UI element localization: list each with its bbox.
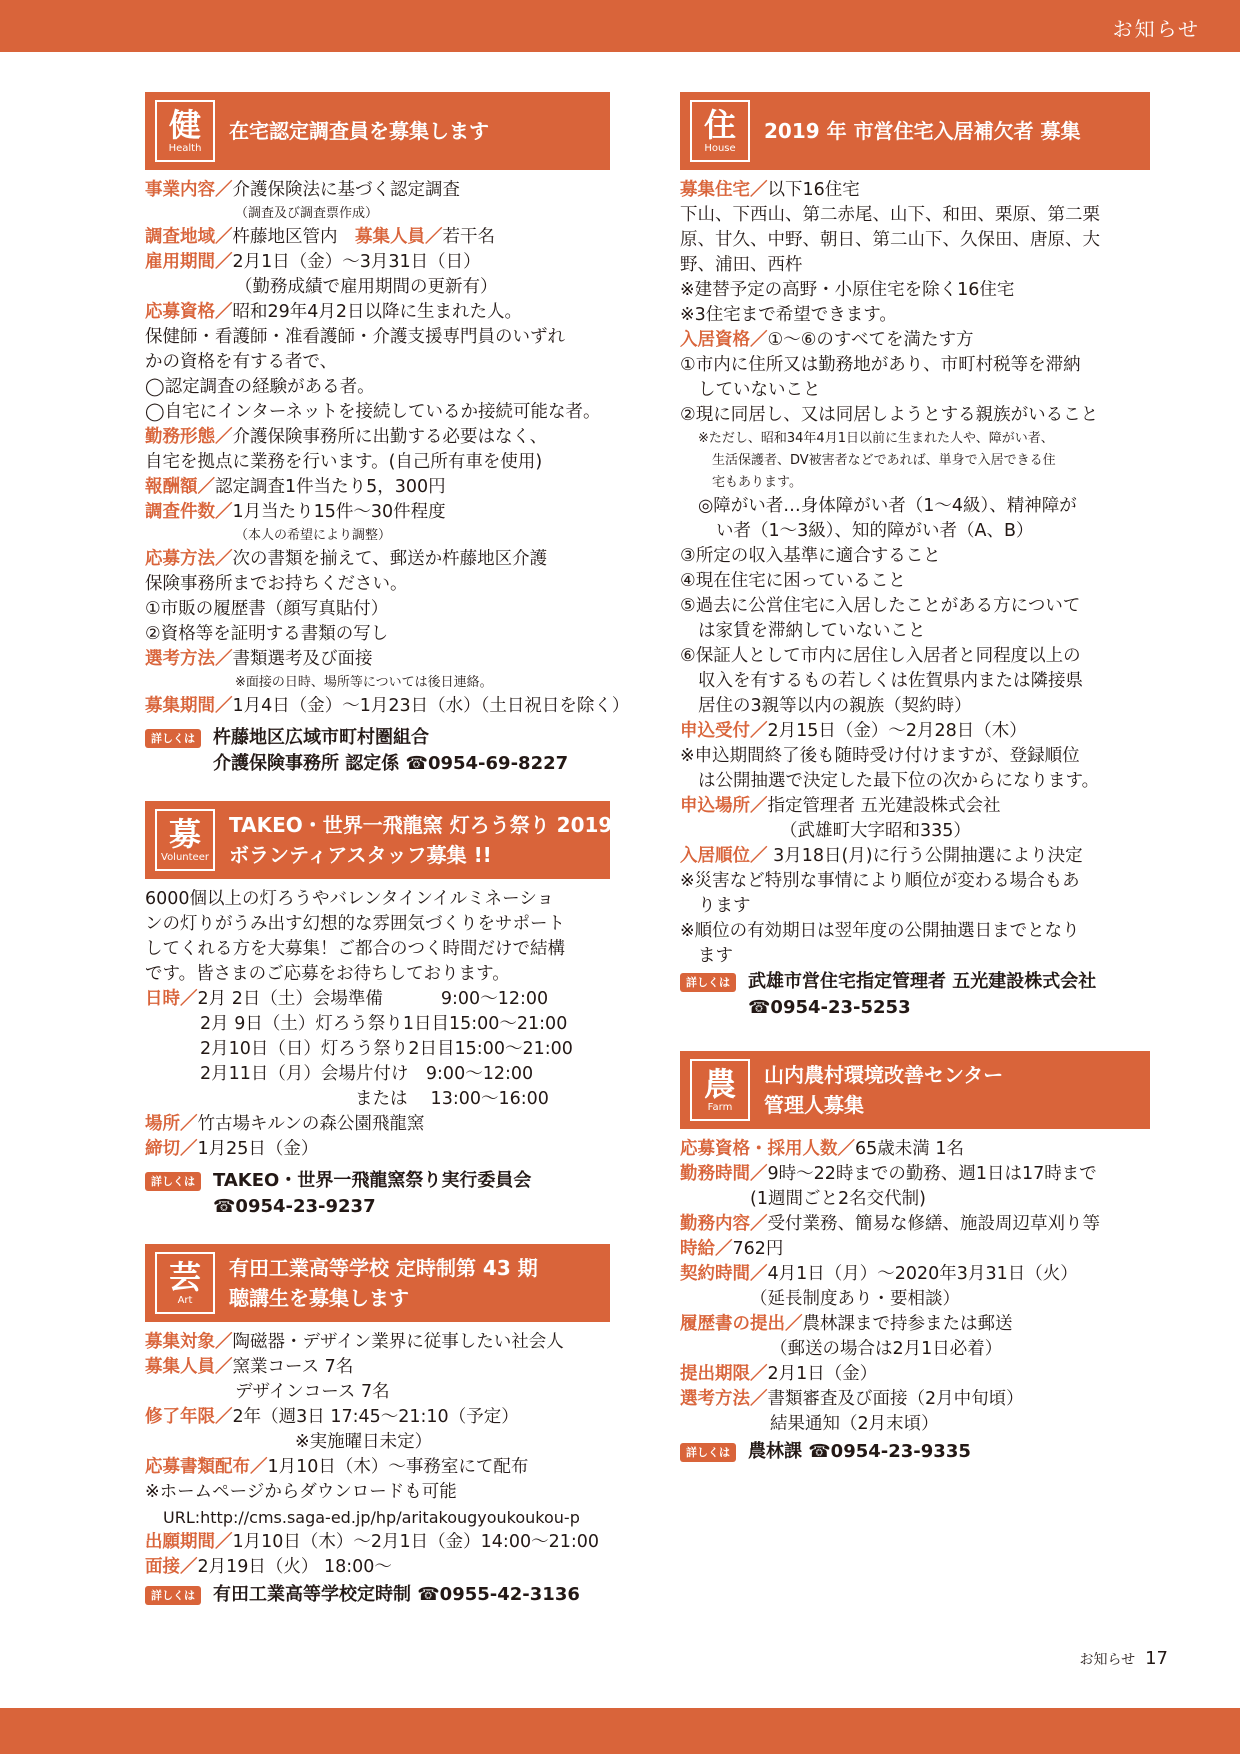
badge-english: Farm [707,1102,733,1113]
section-title [229,1253,538,1313]
category-badge [155,809,215,871]
contact-chip: 詳しくは [145,1586,201,1605]
badge-kanji: 健 [168,106,201,144]
item-label: 雇用期間／ [145,252,233,272]
item-text: 書類選考及び面接 [232,649,373,669]
body-line: ②現に同居し、又は同居しようとする親族がいること [680,405,1099,425]
footer-bar [0,1708,1240,1754]
body-line: （郵送の場合は2月1日必着） [770,1339,1003,1359]
body-line: ※ホームページからダウンロードも可能 [145,1482,457,1502]
item-label: 募集対象／ [145,1332,233,1352]
body-line: い者（1～3級）、知的障がい者（A、B） [716,521,1034,541]
body-line: ③所定の収入基準に適合すること [680,546,941,566]
body-line [680,1212,1150,1237]
item-label: 場所／ [145,1114,198,1134]
body-line: ※面接の日時、場所等については後日連絡。 [235,675,493,690]
section-title-line: 2019 年 市営住宅入居補欠者 募集 [764,119,1081,143]
item-label: 応募書類配布／ [145,1457,268,1477]
body-line: ①市販の履歴書（顔写真貼付） [145,599,389,619]
contact-line: 武雄市営住宅指定管理者 五光建設株式会社 [748,971,1097,992]
body-line [145,1405,610,1430]
item-text: 受付業務、簡易な修繕、施設周辺草刈り等 [767,1214,1100,1234]
section-title-line: 有田工業高等学校 定時制第 43 期 [229,1256,538,1280]
badge-kanji: 農 [703,1065,736,1103]
contact-line: 有田工業高等学校定時制 ☎0955-42-3136 [213,1584,580,1605]
body-line: ⑤過去に公営住宅に入居したことがある方について [680,596,1081,616]
body-line [680,1237,1150,1262]
section-title-line: 聴講生を募集します [229,1286,409,1310]
contact-chip: 詳しくは [145,729,201,748]
body-line: は公開抽選で決定した最下位の次からになります。 [698,771,1100,791]
body-line: ります [698,896,751,916]
item-label: 応募資格／ [145,302,233,322]
body-line [145,547,610,572]
section-title-line: 管理人募集 [764,1093,864,1117]
item-label: 日時／ [145,989,198,1009]
body-line: ※順位の有効期日は翌年度の公開抽選日までとなり [680,921,1080,941]
item-text: 指定管理者 五光建設株式会社 [767,796,1001,816]
item-text: 1月10日（木）～2月1日（金）14:00～21:00 [232,1532,600,1552]
contact-block [145,725,610,777]
section-banner [145,1244,610,1322]
item-label: 募集期間／ [145,696,233,716]
body-line: 6000個以上の灯ろうやバレンタインイルミネーショ [145,889,554,909]
item-label: 出願期間／ [145,1532,233,1552]
item-text: 次の書類を揃えて、郵送か杵藤地区介護 [232,549,548,569]
item-label: 履歴書の提出／ [680,1314,803,1334]
item-label: 勤務形態／ [145,427,233,447]
body-line [145,300,610,325]
section-health [145,92,630,777]
item-label: 提出期限／ [680,1364,768,1384]
body-line [145,647,610,672]
body-line: （本人の希望により調整） [235,528,392,543]
body-line: ①市内に住所又は勤務地があり、市町村税等を滞納 [680,355,1081,375]
item-text: 2年（週3日 17:45～21:10（予定） [232,1407,519,1427]
contact-chip: 詳しくは [145,1172,201,1191]
section-body [145,178,630,719]
body-line: または 13:00～16:00 [355,1089,549,1109]
item-label: 入居順位／ [680,846,768,866]
body-line [680,328,1150,353]
body-line: ⑥保証人として市内に居住し入居者と同程度以上の [680,646,1081,666]
item-label: 選考方法／ [145,649,233,669]
body-line: （延長制度あり・要相談） [750,1289,960,1309]
section-title-line: TAKEO・世界一飛龍窯 灯ろう祭り 2019 [229,813,613,837]
right-column [680,92,1150,1489]
body-line: ◯自宅にインターネットを接続しているか接続可能な者。 [145,402,601,422]
item-text: 介護保険法に基づく認定調査 [232,180,460,200]
section-art [145,1244,610,1608]
item-text: 1月25日（金） [197,1139,319,1159]
footer-label: お知らせ [1079,1652,1136,1668]
item-text: 若干名 [442,227,495,247]
badge-kanji: 募 [168,815,201,853]
body-line: していないこと [698,380,821,400]
section-banner [680,92,1150,170]
page-number: 17 [1145,1648,1168,1669]
section-title [229,810,612,870]
badge-english: House [704,143,736,154]
body-line [145,1112,610,1137]
body-line [145,425,610,450]
body-line [680,1312,1150,1337]
item-label: 調査件数／ [145,502,233,522]
badge-english: Health [168,143,202,154]
body-line [680,178,1150,203]
body-line: ※ただし、昭和34年4月1日以前に生まれた人や、障がい者、 [698,431,1054,446]
item-label: 申込受付／ [680,721,768,741]
item-label: 応募資格・採用人数／ [680,1139,855,1159]
contact-line: ☎0954-23-5253 [748,997,911,1018]
section-farm [680,1051,1150,1465]
item-text: 4月1日（月）～2020年3月31日（火） [767,1264,1078,1284]
section-body [145,887,610,1162]
body-line: ◯認定調査の経験がある者。 [145,377,375,397]
page-footer [1080,1648,1169,1669]
contact-block [680,969,1150,1021]
item-text: 書類審査及び面接（2月中旬頃） [767,1389,1024,1409]
item-text: 竹古場キルンの森公園飛龍窯 [197,1114,425,1134]
section-body [145,1330,610,1580]
body-line: 宅もあります。 [712,475,802,490]
body-line: ※災害など特別な事情により順位が変わる場合もあ [680,871,1080,891]
body-line: ※申込期間終了後も随時受け付けますが、登録順位 [680,746,1080,766]
body-line: かの資格を有する者で、 [145,352,338,372]
contact-line: TAKEO・世界一飛龍窯祭り実行委員会 [213,1170,532,1191]
item-text: 認定調査1件当たり5，300円 [215,477,446,497]
body-line: 2月 9日（土）灯ろう祭り1日目15:00～21:00 [200,1014,568,1034]
item-text: 1月4日（金）～1月23日（水）（土日祝日を除く） [232,696,630,716]
section-title [764,116,1081,146]
item-text: 9時～22時までの勤務、週1日は17時まで [767,1164,1097,1184]
item-label: 面接／ [145,1557,198,1577]
item-label: 募集人員／ [145,1357,233,1377]
contact-block [145,1582,610,1608]
body-line: ンの灯りがうみ出す幻想的な雰囲気づくりをサポート [145,914,565,934]
section-body [680,178,1150,969]
body-line: 2月10日（日）灯ろう祭り2日目15:00～21:00 [200,1039,573,1059]
item-text: 農林課まで持参または郵送 [802,1314,1013,1334]
body-line: （武雄町大字昭和335） [780,821,971,841]
body-line [680,1262,1150,1287]
item-text: 762円 [732,1239,784,1259]
body-line [680,1137,1150,1162]
body-line [145,1455,610,1480]
item-text: 昭和29年4月2日以降に生まれた人。 [232,302,523,322]
body-line [145,987,610,1012]
body-line: 2月11日（月）会場片付け 9:00～12:00 [200,1064,534,1084]
body-line [145,500,610,525]
section-body [680,1137,1150,1437]
item-label: 時給／ [680,1239,733,1259]
left-column [145,92,630,1632]
body-line: 居住の3親等以内の親族（契約時） [698,696,972,716]
body-line: ※3住宅まで希望できます。 [680,305,897,325]
body-line [680,794,1150,819]
item-label: 勤務内容／ [680,1214,768,1234]
body-line [145,1330,610,1355]
badge-english: Art [177,1295,193,1306]
body-line: 下山、下西山、第二赤尾、山下、和田、栗原、第二栗 [680,205,1100,225]
body-line [680,1362,1150,1387]
item-label: 締切／ [145,1139,198,1159]
item-text: 65歳未満 1名 [855,1139,964,1159]
body-line: URL:http://cms.saga-ed.jp/hp/aritakougyoukoukou-p [163,1508,580,1527]
item-label: 募集住宅／ [680,180,768,200]
body-line [145,475,610,500]
body-line: ④現在住宅に困っていること [680,571,906,591]
body-line: ◎障がい者…身体障がい者（1～4級）、精神障が [698,496,1077,516]
body-line: です。皆さまのご応募をお待ちしております。 [145,964,510,984]
item-text: 2月15日（金）～2月28日（木） [767,721,1027,741]
section-title-line: ボランティアスタッフ募集 !! [229,843,492,867]
body-line [680,719,1150,744]
body-line [145,178,610,203]
body-line: してくれる方を大募集！ご都合のつく時間だけで結構 [145,939,565,959]
contact-line: 杵藤地区広域市町村圏組合 [213,727,429,748]
category-badge [690,100,750,162]
item-text: 1月当たり15件～30件程度 [232,502,446,522]
item-text: 2月1日（金）～3月31日（日） [232,252,481,272]
section-banner [680,1051,1150,1129]
category-badge [690,1059,750,1121]
body-line: ※実施曜日未定） [295,1432,433,1452]
item-text: 2月 2日（土）会場準備 9:00～12:00 [197,989,549,1009]
body-line: 自宅を拠点に業務を行います。(自己所有車を使用) [145,452,543,472]
contact-chip: 詳しくは [680,973,736,992]
body-line [680,1387,1150,1412]
badge-kanji: 住 [703,106,736,144]
body-line [680,844,1150,869]
item-label: 報酬額／ [145,477,215,497]
item-text: 陶磁器・デザイン業界に従事したい社会人 [232,1332,564,1352]
item-label: 契約時間／ [680,1264,768,1284]
body-line: ます [698,946,733,966]
body-line [145,225,610,250]
body-line: 収入を有するもの若しくは佐賀県内または隣接県 [698,671,1083,691]
item-label: 勤務時間／ [680,1164,768,1184]
item-label: 入居資格／ [680,330,768,350]
item-text: 窯業コース 7名 [232,1357,354,1377]
section-title [764,1060,1003,1120]
contact-line: 介護保険事務所 認定係 ☎0954-69-8227 [213,753,569,774]
header-label: お知らせ [1112,17,1200,41]
item-label: 応募方法／ [145,549,233,569]
body-line [145,1355,610,1380]
body-line: デザインコース 7名 [235,1382,390,1402]
body-line: （勤務成績で雇用期間の更新有） [235,277,498,297]
body-line: （調査及び調査票作成） [235,206,379,221]
item-text: 以下16住宅 [767,180,860,200]
item-label: 調査地域／ [145,227,233,247]
contact-line: ☎0954-23-9237 [213,1196,376,1217]
body-line: 結果通知（2月末頃） [770,1414,939,1434]
section-house [680,92,1150,1021]
contact-block [680,1439,1150,1465]
item-text: 2月1日（金） [767,1364,878,1384]
body-line [145,1530,610,1555]
body-line: 原、甘久、中野、朝日、第二山下、久保田、唐原、大 [680,230,1100,250]
item-label: 申込場所／ [680,796,768,816]
item-label: 募集人員／ [355,227,443,247]
item-text: 杵藤地区管内 [232,227,355,247]
body-line: (1週間ごと2名交代制) [750,1189,926,1209]
body-line: ※建替予定の高野・小原住宅を除く16住宅 [680,280,1015,300]
body-line: 生活保護者、DV被害者などであれば、単身で入居できる住 [712,453,1056,468]
body-line: は家賃を滞納していないこと [698,621,926,641]
body-line [145,250,610,275]
section-banner [145,801,613,879]
category-badge [155,1252,215,1314]
contact-chip: 詳しくは [680,1443,736,1462]
item-label: 事業内容／ [145,180,233,200]
badge-kanji: 芸 [168,1258,201,1296]
body-line: 保険事務所までお持ちください。 [145,574,408,594]
item-text: 2月19日（火） 18:00～ [197,1557,392,1577]
item-text: ①～⑥のすべてを満たす方 [767,330,974,350]
contact-block [145,1168,610,1220]
section-title-line: 在宅認定調査員を募集します [229,119,489,143]
section-banner [145,92,610,170]
section-title-line: 山内農村環境改善センター [764,1063,1004,1087]
item-text: 1月10日（木）～事務室にて配布 [267,1457,529,1477]
contact-line: 農林課 ☎0954-23-9335 [748,1441,971,1462]
body-line: ②資格等を証明する書類の写し [145,624,389,644]
body-line: 保健師・看護師・准看護師・介護支援専門員のいずれ [145,327,565,347]
item-text: 3月18日(月)に行う公開抽選により決定 [767,846,1083,866]
section-volunteer [145,801,613,1220]
body-line [680,1162,1150,1187]
item-text: 介護保険事務所に出勤する必要はなく、 [232,427,548,447]
body-line [145,694,630,719]
item-label: 選考方法／ [680,1389,768,1409]
badge-english: Volunteer [161,852,209,863]
header-bar [0,0,1240,52]
item-label: 修了年限／ [145,1407,233,1427]
section-title [229,116,489,146]
body-line: 野、浦田、西杵 [680,255,803,275]
category-badge [155,100,215,162]
body-line [145,1555,610,1580]
body-line [145,1137,610,1162]
